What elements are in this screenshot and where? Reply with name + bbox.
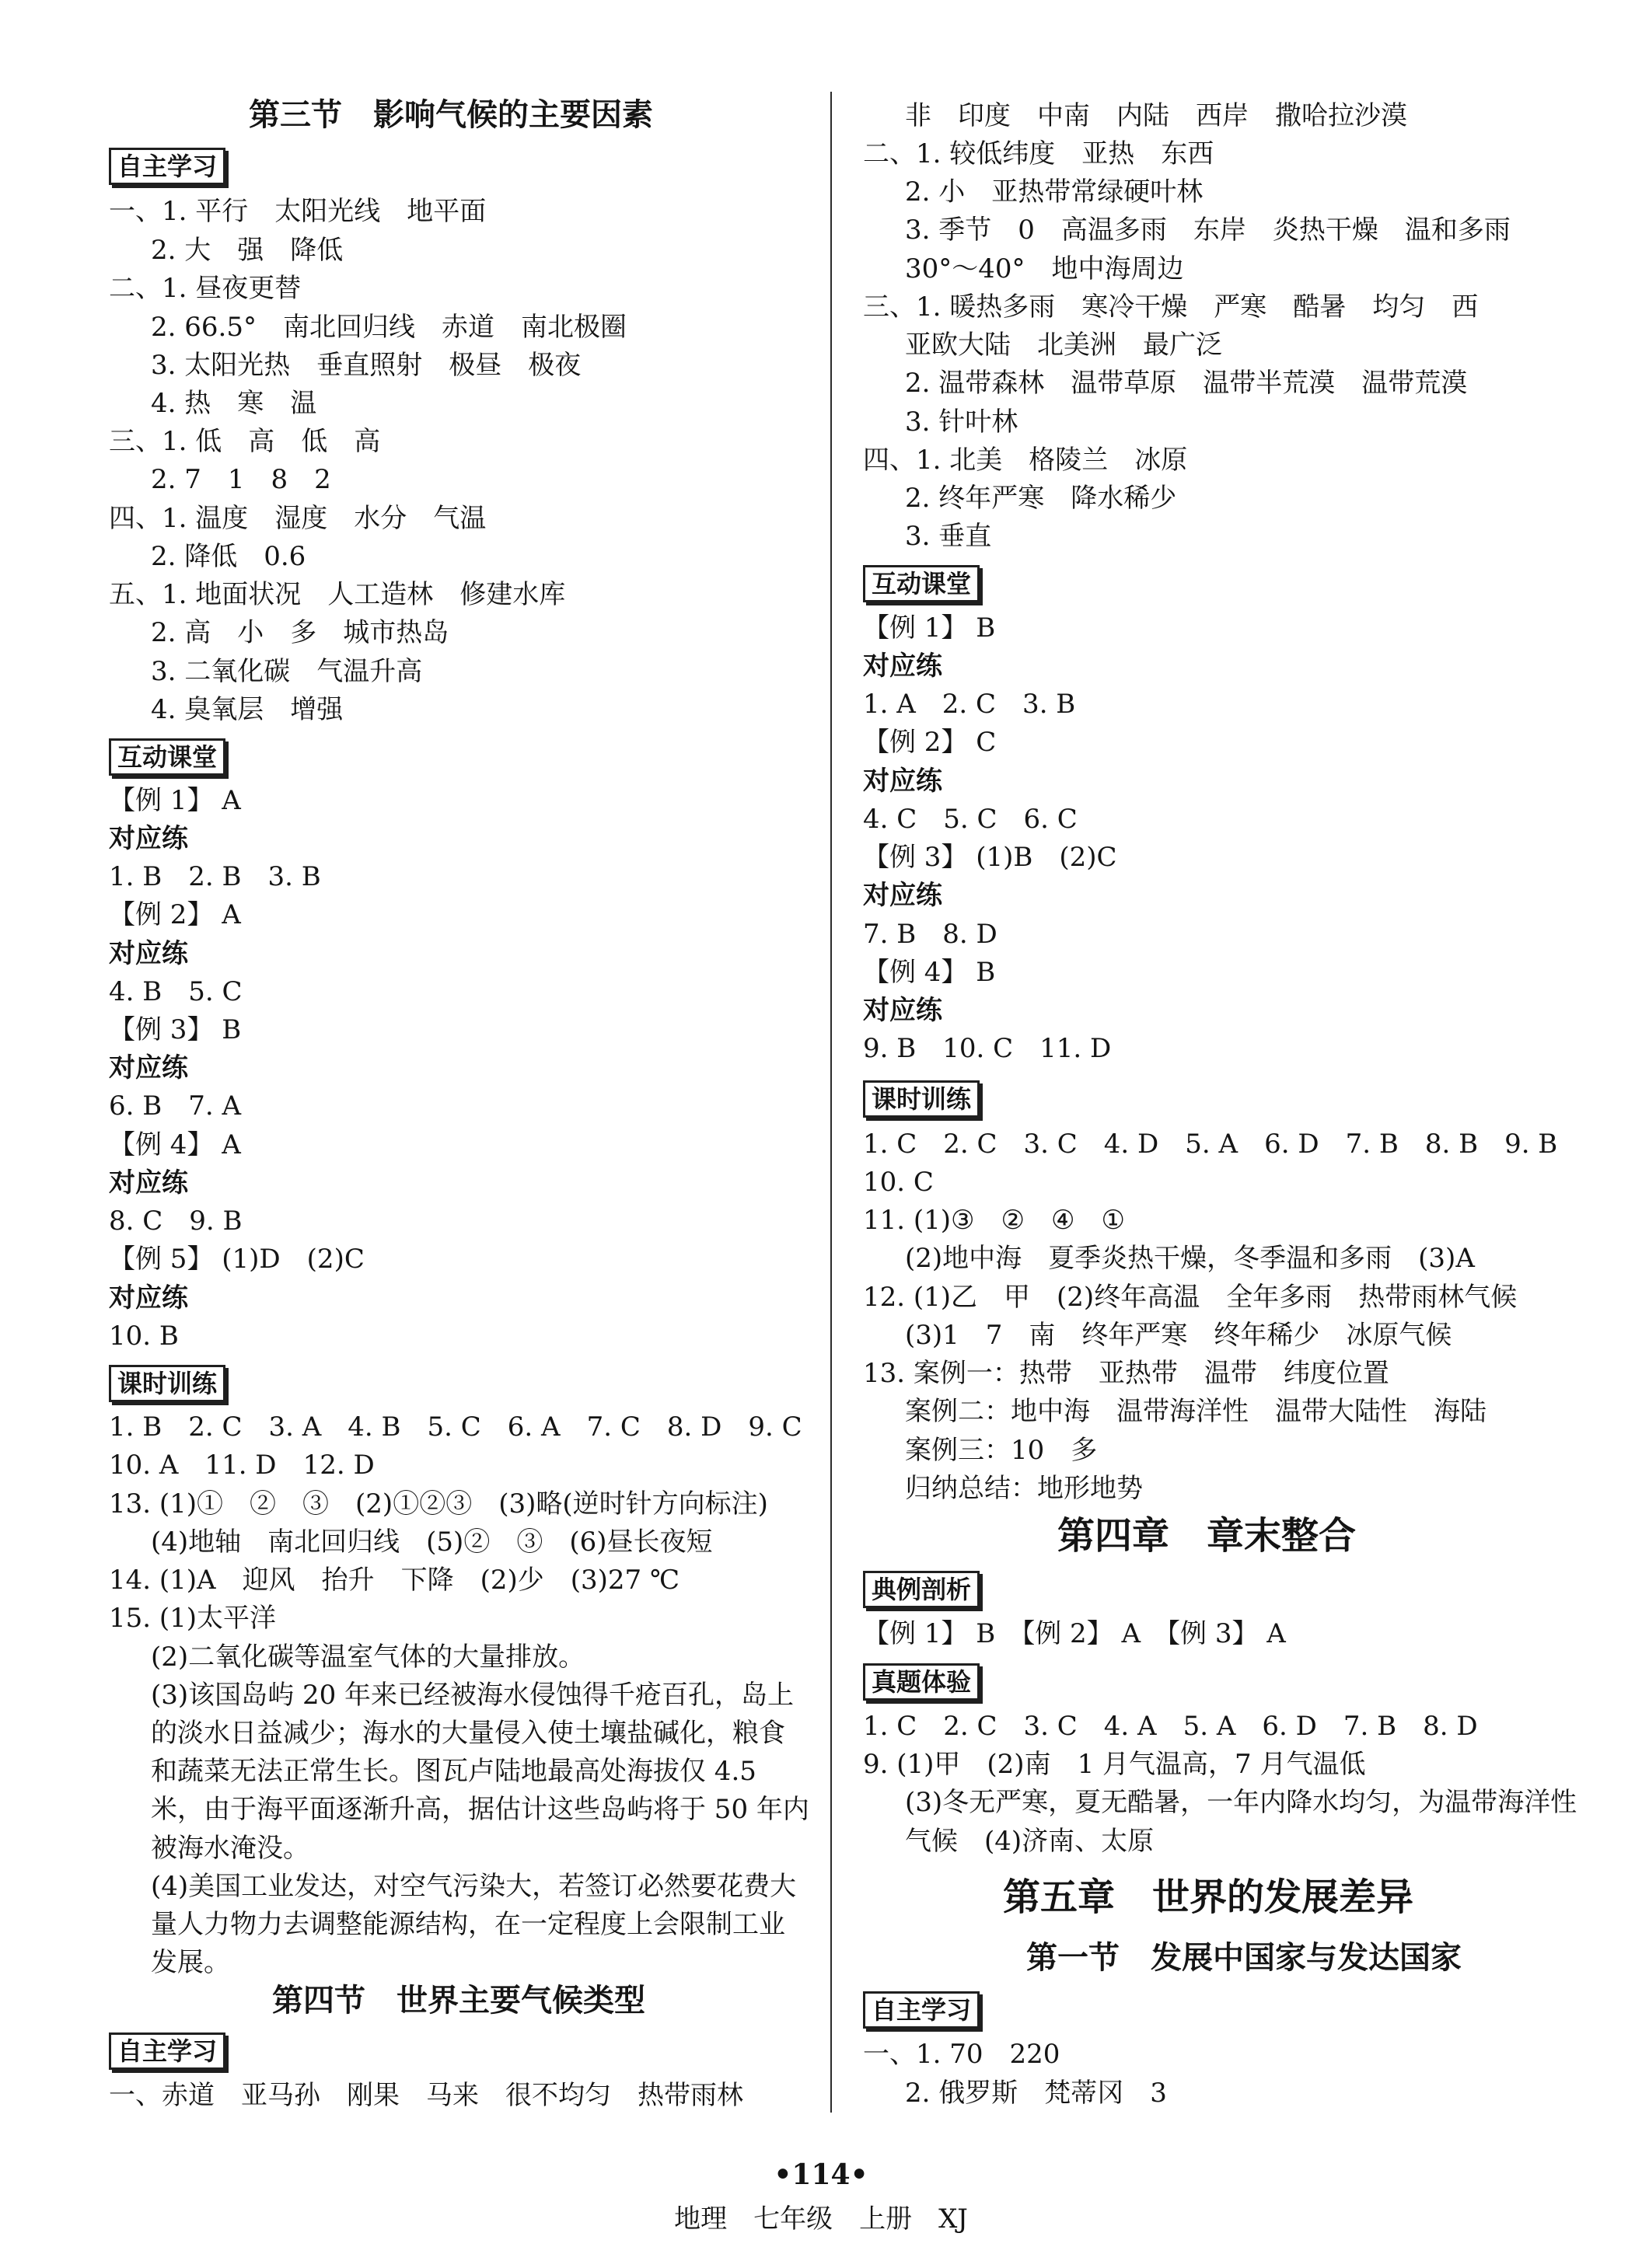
answer-line: (4)地轴 南北回归线 (5)② ③ (6)昼长夜短 xyxy=(151,1527,713,1558)
answer-line: 1. B 2. B 3. B xyxy=(109,861,321,892)
answer-line: 2. 小 亚热带常绿硬叶林 xyxy=(905,176,1204,208)
answer-line: 30°～40° 地中海周边 xyxy=(905,253,1184,284)
answer-line: 案例三：10 多 xyxy=(905,1435,1098,1466)
column-divider xyxy=(830,92,832,2113)
answer-line: 四、1. 温度 湿度 水分 气温 xyxy=(109,503,487,534)
answer-line: 2. 66.5° 南北回归线 赤道 南北极圈 xyxy=(151,312,627,343)
answer-line: 【例 2】 A xyxy=(109,899,241,930)
answer-line: 2. 7 1 8 2 xyxy=(151,464,331,495)
section-label: 典例剖析 xyxy=(863,1571,980,1608)
answer-line: 【例 1】 A xyxy=(109,785,241,816)
answer-line: 米，由于海平面逐渐升高，据估计这些岛屿将于 50 年内 xyxy=(151,1794,809,1825)
section-label: 自主学习 xyxy=(863,1991,980,2029)
answer-line: 和蔬菜无法正常生长。图瓦卢陆地最高处海拔仅 4.5 xyxy=(151,1756,756,1787)
answer-line: 2. 高 小 多 城市热岛 xyxy=(151,617,449,648)
section-label: 真题体验 xyxy=(863,1663,980,1701)
answer-line: 三、1. 暖热多雨 寒冷干燥 严寒 酷暑 均匀 西 xyxy=(863,291,1479,323)
answer-line: 非 印度 中南 内陆 西岸 撒哈拉沙漠 xyxy=(905,100,1407,131)
right-column xyxy=(863,0,1602,2145)
left-column xyxy=(109,0,847,2145)
practice-label: 对应练 xyxy=(863,651,942,682)
answer-line: 14. (1)A 迎风 抬升 下降 (2)少 (3)27 ℃ xyxy=(109,1565,680,1596)
answer-line: 【例 3】 B xyxy=(109,1014,242,1045)
answer-line: 3. 针叶林 xyxy=(905,406,1018,438)
answer-line: 1. C 2. C 3. C 4. D 5. A 6. D 7. B 8. B 9. B xyxy=(863,1129,1558,1160)
answer-line: 五、1. 地面状况 人工造林 修建水库 xyxy=(109,579,566,610)
answer-line: 6. B 7. A xyxy=(109,1090,242,1122)
answer-line: 13. (1)① ② ③ (2)①②③ (3)略(逆时针方向标注) xyxy=(109,1488,768,1520)
section-label: 课时训练 xyxy=(109,1365,225,1402)
section-title: 第三节 影响气候的主要因素 xyxy=(249,97,653,133)
answer-line: 2. 俄罗斯 梵蒂冈 3 xyxy=(905,2078,1167,2109)
answer-line: 【例 2】 C xyxy=(863,727,997,758)
answer-line: 案例二：地中海 温带海洋性 温带大陆性 海陆 xyxy=(905,1396,1487,1427)
answer-line: 3. 二氧化碳 气温升高 xyxy=(151,656,423,687)
answer-line: 亚欧大陆 北美洲 最广泛 xyxy=(905,330,1222,361)
answer-line: (3)冬无严寒，夏无酷暑，一年内降水均匀，为温带海洋性 xyxy=(905,1787,1577,1818)
answer-line: 10. B xyxy=(109,1321,179,1352)
page-number: •114• xyxy=(774,2158,868,2191)
answer-line: 的淡水日益减少；海水的大量侵入使土壤盐碱化，粮食 xyxy=(151,1718,785,1749)
practice-label: 对应练 xyxy=(863,766,942,797)
answer-line: 12. (1)乙 甲 (2)终年高温 全年多雨 热带雨林气候 xyxy=(863,1282,1518,1313)
answer-line: 三、1. 低 高 低 高 xyxy=(109,426,381,457)
section-label: 自主学习 xyxy=(109,2032,225,2070)
answer-line: 2. 终年严寒 降水稀少 xyxy=(905,483,1177,514)
answer-line: 一、1. 70 220 xyxy=(863,2039,1060,2070)
answer-line: 1. B 2. C 3. A 4. B 5. C 6. A 7. C 8. D 9. C xyxy=(109,1411,802,1443)
answer-line: 2. 降低 0.6 xyxy=(151,541,306,572)
answer-line: 被海水淹没。 xyxy=(151,1833,309,1864)
answer-line: 1. A 2. C 3. B xyxy=(863,689,1076,720)
answer-line: 9. B 10. C 11. D xyxy=(863,1033,1112,1064)
chapter-title: 第四章 章末整合 xyxy=(1057,1514,1357,1558)
practice-label: 对应练 xyxy=(109,1052,188,1083)
answer-line: 10. C xyxy=(863,1167,934,1198)
practice-label: 对应练 xyxy=(109,1282,188,1314)
section-title: 第四节 世界主要气候类型 xyxy=(272,1983,645,2019)
answer-line: (4)美国工业发达，对空气污染大，若签订必然要花费大 xyxy=(151,1871,797,1902)
answer-line: 2. 温带森林 温带草原 温带半荒漠 温带荒漠 xyxy=(905,368,1468,399)
section-label: 互动课堂 xyxy=(863,565,980,602)
answer-line: 【例 3】 (1)B (2)C xyxy=(863,842,1117,873)
practice-label: 对应练 xyxy=(863,880,942,911)
answer-line: 【例 4】 B xyxy=(863,957,996,988)
answer-line: (2)二氧化碳等温室气体的大量排放。 xyxy=(151,1642,585,1673)
answer-line: (3)该国岛屿 20 年来已经被海水侵蚀得千疮百孔，岛上 xyxy=(151,1680,795,1711)
answer-line: 气候 (4)济南、太原 xyxy=(905,1826,1155,1857)
answer-line: (3)1 7 南 终年严寒 终年稀少 冰原气候 xyxy=(905,1320,1452,1351)
chapter-title: 第五章 世界的发展差异 xyxy=(1003,1875,1414,1919)
answer-line: 4. C 5. C 6. C xyxy=(863,804,1078,835)
answer-line: 【例 1】 B 【例 2】 A 【例 3】 A xyxy=(863,1618,1286,1649)
answer-line: 11. (1)③ ② ④ ① xyxy=(863,1205,1125,1236)
answer-line: (2)地中海 夏季炎热干燥，冬季温和多雨 (3)A xyxy=(905,1243,1475,1274)
section-label: 课时训练 xyxy=(863,1080,980,1118)
answer-line: 二、1. 昼夜更替 xyxy=(109,273,302,304)
practice-label: 对应练 xyxy=(109,823,188,854)
answer-line: 量人力物力去调整能源结构，在一定程度上会限制工业 xyxy=(151,1909,785,1940)
answer-line: 四、1. 北美 格陵兰 冰原 xyxy=(863,445,1188,476)
section-label: 互动课堂 xyxy=(109,738,225,776)
answer-line: 4. 热 寒 温 xyxy=(151,388,317,419)
section-label: 自主学习 xyxy=(109,148,225,185)
answer-line: 1. C 2. C 3. C 4. A 5. A 6. D 7. B 8. D xyxy=(863,1711,1478,1742)
answer-line: 4. B 5. C xyxy=(109,976,243,1007)
answer-line: 8. C 9. B xyxy=(109,1206,243,1237)
answer-line: 7. B 8. D xyxy=(863,919,997,950)
answer-line: 4. 臭氧层 增强 xyxy=(151,694,344,725)
answer-line: 一、1. 平行 太阳光线 地平面 xyxy=(109,196,487,227)
answer-line: 一、赤道 亚马孙 刚果 马来 很不均匀 热带雨林 xyxy=(109,2080,743,2111)
section-title: 第一节 发展中国家与发达国家 xyxy=(1026,1940,1462,1976)
answer-line: 【例 4】 A xyxy=(109,1129,241,1160)
answer-line: 3. 季节 0 高温多雨 东岸 炎热干燥 温和多雨 xyxy=(905,215,1511,246)
practice-label: 对应练 xyxy=(109,938,188,969)
answer-line: 二、1. 较低纬度 亚热 东西 xyxy=(863,138,1214,169)
answer-line: 2. 大 强 降低 xyxy=(151,235,344,266)
answer-line: 发展。 xyxy=(151,1947,230,1978)
answer-line: 3. 太阳光热 垂直照射 极昼 极夜 xyxy=(151,350,582,381)
answer-line: 归纳总结：地形地势 xyxy=(905,1473,1143,1504)
practice-label: 对应练 xyxy=(109,1167,188,1199)
answer-line: 9. (1)甲 (2)南 1 月气温高，7 月气温低 xyxy=(863,1749,1366,1780)
book-info: 地理 七年级 上册 XJ xyxy=(674,2203,968,2235)
answer-line: 【例 5】 (1)D (2)C xyxy=(109,1244,365,1275)
answer-line: 【例 1】 B xyxy=(863,612,996,644)
answer-line: 13. 案例一：热带 亚热带 温带 纬度位置 xyxy=(863,1358,1389,1389)
answer-line: 10. A 11. D 12. D xyxy=(109,1450,375,1481)
answer-line: 3. 垂直 xyxy=(905,521,992,552)
practice-label: 对应练 xyxy=(863,995,942,1026)
answer-line: 15. (1)太平洋 xyxy=(109,1603,277,1634)
